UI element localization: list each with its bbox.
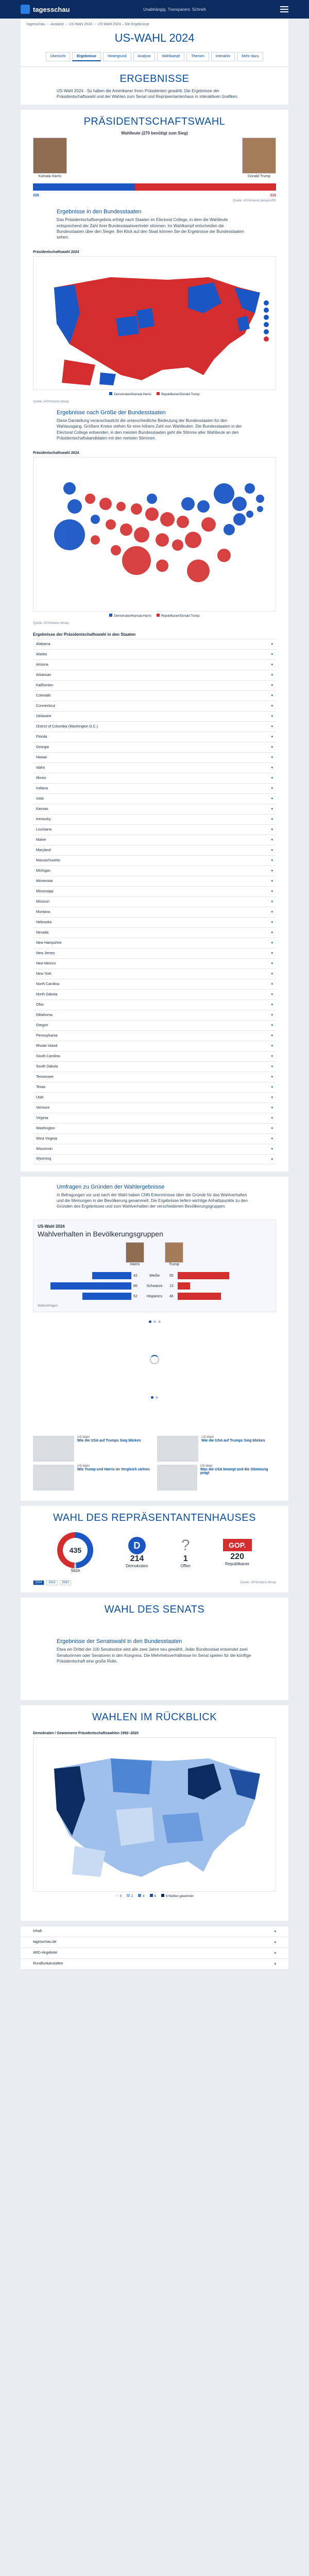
- chevron-down-icon: ▾: [271, 787, 273, 791]
- tab-analyse[interactable]: Analyse: [133, 52, 156, 61]
- trump-votes: 312: [270, 194, 276, 198]
- chevron-down-icon: ▾: [271, 694, 273, 698]
- harris-name: Kamala Harris: [38, 175, 62, 179]
- state-accordion-item[interactable]: [33, 1072, 276, 1082]
- open-label: Offen: [180, 1564, 191, 1569]
- chevron-down-icon: ▾: [271, 993, 273, 997]
- dem-label: Demokraten: [126, 1564, 148, 1569]
- row-right-val: 46: [169, 1294, 174, 1298]
- chevron-down-icon: ▾: [271, 1096, 273, 1100]
- chevron-down-icon: ▾: [271, 797, 273, 801]
- carousel-dots[interactable]: [21, 1317, 288, 1326]
- bubble-section-text: Diese Darstellung veranschaulicht die unterschiedliche Bedeutung der Bundesstaaten für den Wahlausgang. Größere Kreise stehen für eine höhere Zahl von Wahlleuten. Die Bundesstaaten in der Electoral College entsenden, in den meisten Bundesstaaten geht die Stimme aller Wahlleute an den Präsidentschaftskandidaten mit den meisten Stimmen.: [57, 418, 242, 440]
- chevron-down-icon: ▾: [271, 766, 273, 770]
- history-map[interactable]: [33, 1737, 276, 1892]
- state-accordion-item[interactable]: [33, 958, 276, 969]
- legend-dem: Demokraten/Kamala Harris: [114, 393, 151, 397]
- chevron-down-icon: ▾: [271, 1055, 273, 1059]
- states-section-title: Ergebnisse in den Bundesstaaten: [57, 209, 142, 215]
- chevron-down-icon: ▾: [271, 838, 273, 842]
- state-name: Illinois: [36, 776, 46, 780]
- state-list-title: Ergebnisse der Präsidentschaftswahl in den Staaten: [33, 632, 136, 637]
- state-name: District of Columbia (Washington D.C.): [36, 724, 98, 728]
- democrat-logo-icon: D: [128, 1537, 146, 1554]
- seat-total-label: Sitze: [71, 1568, 80, 1573]
- state-accordion-item[interactable]: [33, 1020, 276, 1030]
- state-name: Kentucky: [36, 817, 51, 821]
- row-right-val: 13: [169, 1284, 174, 1288]
- chevron-down-icon: ▾: [271, 879, 273, 884]
- state-accordion-item[interactable]: [33, 866, 276, 876]
- history-legend: [21, 1892, 288, 1900]
- col-right: Trump: [169, 1263, 179, 1267]
- row-left-val: 42: [133, 1274, 138, 1278]
- state-name: Pennsylvania: [36, 1033, 58, 1038]
- senate-section: [21, 1598, 288, 1700]
- tab-ergebnisse[interactable]: Ergebnisse: [72, 52, 101, 61]
- chevron-down-icon: ▾: [271, 1024, 273, 1028]
- state-name: Mississippi: [36, 889, 54, 893]
- harris-thumb: [126, 1242, 144, 1263]
- state-accordion-item[interactable]: [33, 1051, 276, 1061]
- state-name: New Hampshire: [36, 941, 62, 945]
- state-name: New York: [36, 972, 52, 976]
- chevron-down-icon: ▾: [271, 684, 273, 688]
- row-left-val: 52: [133, 1294, 138, 1298]
- source: Quelle: AP/Infratest dimap/ARD: [232, 199, 276, 203]
- state-accordion-item[interactable]: [33, 969, 276, 979]
- chevron-down-icon: ▾: [271, 952, 273, 956]
- question-icon: ?: [181, 1537, 190, 1554]
- chevron-down-icon: ▾: [271, 1106, 273, 1110]
- survey-section: [21, 1177, 288, 1501]
- state-accordion-item[interactable]: [33, 1061, 276, 1072]
- legend-dem: Demokraten/Kamala Harris: [114, 614, 151, 618]
- footer-item[interactable]: tagesschau.de ▾: [21, 1937, 288, 1947]
- state-accordion-item[interactable]: [33, 742, 276, 752]
- teaser-kicker: US-Wahl: [77, 1465, 90, 1468]
- electoral-vote-bar: [33, 183, 276, 191]
- state-name: Maine: [36, 838, 46, 842]
- state-accordion-item[interactable]: [33, 701, 276, 711]
- row-label: Weiße: [149, 1274, 160, 1278]
- state-name: North Dakota: [36, 992, 58, 996]
- state-name: South Dakota: [36, 1064, 58, 1069]
- chevron-down-icon: ▾: [271, 725, 273, 729]
- legend-item: 8 Wahlen gewonnen: [165, 1895, 194, 1898]
- open-seats: 1: [183, 1554, 188, 1564]
- state-accordion-item[interactable]: [33, 948, 276, 958]
- chevron-down-icon: ▾: [271, 859, 273, 863]
- chevron-down-icon: ▾: [271, 807, 273, 811]
- state-accordion-item[interactable]: [33, 659, 276, 670]
- us-map-graphic: [33, 257, 276, 389]
- teaser-image: [157, 1436, 198, 1462]
- chevron-down-icon: ▾: [271, 900, 273, 904]
- header-claim: Unabhängig. Transparent. Schnell.: [143, 7, 207, 12]
- state-accordion-item[interactable]: [33, 927, 276, 938]
- seat-total: 435: [63, 1538, 88, 1563]
- chevron-down-icon: ▾: [271, 663, 273, 667]
- state-name: Kansas: [36, 807, 48, 811]
- state-accordion-item[interactable]: [33, 752, 276, 762]
- chevron-down-icon: ▾: [271, 941, 273, 945]
- chevron-down-icon: ▾: [271, 704, 273, 708]
- state-accordion-item[interactable]: [33, 1041, 276, 1051]
- tab-interaktiv[interactable]: Interaktiv: [211, 52, 235, 61]
- state-accordion-item[interactable]: [33, 1030, 276, 1041]
- senate-title: WAHL DES SENATS: [104, 1604, 205, 1616]
- state-name: Tennessee: [36, 1075, 54, 1079]
- chevron-down-icon: ▾: [271, 890, 273, 894]
- vote-bar-dem: [33, 183, 135, 191]
- chevron-down-icon: ▾: [271, 735, 273, 739]
- teaser-title: Was die USA bewegt und die Stimmung prägt: [200, 1468, 268, 1476]
- teaser[interactable]: [157, 1465, 276, 1490]
- harris-portrait: [33, 138, 67, 174]
- state-accordion-item[interactable]: [33, 917, 276, 927]
- legend-item: 6: [154, 1895, 156, 1898]
- house-seats: [21, 1527, 288, 1578]
- chevron-down-icon: ▾: [271, 1044, 273, 1048]
- state-name: Delaware: [36, 714, 52, 718]
- state-name: Kalifornien: [36, 683, 54, 687]
- state-name: Maryland: [36, 848, 51, 852]
- president-section: [21, 110, 288, 1172]
- logo-icon: [21, 5, 30, 14]
- breadcrumb: tagesschau › Ausland › US-Wahl 2024 › US-Wahl 2024 – Die Ergebnisse: [27, 23, 149, 26]
- chevron-down-icon: ▾: [271, 1075, 273, 1079]
- tab-themen[interactable]: Themen: [186, 52, 209, 61]
- chevron-down-icon: ▾: [271, 972, 273, 976]
- teaser-title: Wie die USA auf Trumps Sieg blicken: [201, 1439, 265, 1443]
- state-name: Idaho: [36, 766, 45, 770]
- state-accordion-item[interactable]: [33, 670, 276, 680]
- president-subtitle: Wahlleute (270 benötigt zum Sieg): [121, 131, 188, 136]
- results-title: ERGEBNISSE: [119, 73, 190, 84]
- state-name: Texas: [36, 1085, 46, 1089]
- state-accordion-item[interactable]: [33, 814, 276, 824]
- loading-spinner-icon: [150, 1355, 159, 1364]
- state-accordion-item[interactable]: [33, 721, 276, 732]
- state-accordion-item[interactable]: [33, 732, 276, 742]
- state-accordion-item[interactable]: [33, 999, 276, 1010]
- tab-mehr[interactable]: Mehr dazu: [237, 52, 263, 61]
- carousel-dots-2[interactable]: [21, 1393, 288, 1402]
- survey-text: In Befragungen vor und nach der Wahl haben CNN Erkenntnisse über die Gründe für das Wahlverhalten und die Meinungen in der Bevölkerung gesammelt. Die Ergebnisse liefern wichtige Anhaltspunkte zu den Gründen des Ergebnisses und zum Wahlverhalten der verschiedenen Bevölkerungsgruppen.: [57, 1192, 248, 1209]
- state-name: North Carolina: [36, 982, 60, 986]
- president-title: PRÄSIDENTSCHAFTSWAHL: [83, 116, 226, 128]
- chevron-down-icon: ▾: [271, 921, 273, 925]
- state-name: Nebraska: [36, 920, 52, 924]
- legend-rep: Republikaner/Donald Trump: [161, 614, 200, 618]
- state-name: Rhode Island: [36, 1044, 58, 1048]
- chevron-down-icon: ▾: [271, 931, 273, 935]
- candidates: [21, 135, 288, 180]
- state-accordion-item[interactable]: [33, 835, 276, 845]
- state-name: Virginia: [36, 1116, 48, 1120]
- teaser-title: Wie Trump und Harris im Vergleich stehen: [77, 1468, 150, 1472]
- row-label: Schwarze: [146, 1284, 163, 1288]
- teaser-image: [33, 1465, 74, 1490]
- rep-seats: 220: [230, 1552, 244, 1562]
- house-title: WAHL DES REPRÄSENTANTENHAUSES: [53, 1512, 256, 1524]
- chevron-down-icon: ▾: [271, 849, 273, 853]
- breadcrumb-item[interactable]: US-Wahl 2024: [68, 23, 93, 26]
- state-accordion-item[interactable]: [33, 793, 276, 804]
- us-result-map[interactable]: [33, 256, 276, 390]
- state-accordion-item[interactable]: [33, 938, 276, 948]
- state-accordion-item[interactable]: [33, 690, 276, 701]
- state-accordion-item[interactable]: [33, 711, 276, 721]
- legend-item: 2: [131, 1895, 133, 1898]
- rep-label: Republikaner: [225, 1562, 250, 1567]
- state-accordion-item[interactable]: [33, 1123, 276, 1133]
- state-accordion-item[interactable]: [33, 989, 276, 999]
- chevron-down-icon: ▾: [271, 1086, 273, 1090]
- chevron-down-icon: ▾: [271, 1127, 273, 1131]
- chevron-down-icon: ▾: [271, 1157, 273, 1161]
- chevron-down-icon: ▾: [271, 910, 273, 914]
- history-section: [21, 1705, 288, 1921]
- chevron-down-icon: ▾: [271, 715, 273, 719]
- chevron-down-icon: ▾: [271, 1003, 273, 1007]
- card-source: Wahlumfragen: [38, 1304, 58, 1308]
- state-name: Nevada: [36, 930, 49, 935]
- chevron-down-icon: ▾: [271, 982, 273, 987]
- teaser-row: [33, 1436, 276, 1462]
- state-name: Michigan: [36, 869, 51, 873]
- state-name: South Carolina: [36, 1054, 60, 1058]
- state-name: New Jersey: [36, 951, 55, 955]
- state-accordion-item[interactable]: [33, 886, 276, 896]
- state-name: Massachusetts: [36, 858, 60, 862]
- teaser-image: [157, 1465, 197, 1490]
- state-name: Arkansas: [36, 673, 52, 677]
- row-left-val: 86: [133, 1284, 138, 1288]
- state-accordion-item[interactable]: [33, 896, 276, 907]
- state-name: Utah: [36, 1095, 44, 1099]
- state-accordion-item[interactable]: [33, 907, 276, 917]
- seat-donut: [57, 1532, 93, 1568]
- state-name: Ohio: [36, 1003, 44, 1007]
- survey-title: Umfragen zu Gründen der Wahlergebnisse: [57, 1183, 165, 1190]
- chevron-down-icon: ▾: [271, 1034, 273, 1038]
- tab-wahlkampf[interactable]: Wahlkampf: [157, 52, 184, 61]
- chevron-down-icon: ▾: [271, 642, 273, 647]
- teaser-kicker: US-Wahl: [201, 1436, 214, 1439]
- bubble-caption: Präsidentschaftswahl 2024: [33, 451, 79, 455]
- breadcrumb-item: US-Wahl 2024 – Die Ergebnisse: [97, 23, 149, 26]
- state-name: Wyoming: [36, 1157, 52, 1161]
- col-left: Harris: [130, 1263, 140, 1267]
- page-content: [21, 19, 288, 105]
- row-label: Hispanics: [146, 1294, 163, 1298]
- state-accordion-item[interactable]: [33, 1133, 276, 1144]
- legend-rep: Republikaner/Donald Trump: [161, 393, 200, 397]
- chevron-down-icon: ▾: [271, 1137, 273, 1141]
- vote-bar-labels: [21, 194, 288, 197]
- state-accordion-item[interactable]: [33, 876, 276, 886]
- state-name: Colorado: [36, 693, 51, 698]
- teaser-kicker: US-Wahl: [77, 1436, 90, 1439]
- card-title: Wahlverhalten in Bevölkerungsgruppen: [38, 1230, 163, 1239]
- house-section: [21, 1506, 288, 1592]
- state-accordion-item[interactable]: [33, 855, 276, 866]
- state-accordion-item[interactable]: [33, 639, 276, 649]
- state-accordion-item[interactable]: [33, 1103, 276, 1113]
- harris-votes: 226: [33, 194, 39, 198]
- state-accordion-item[interactable]: [33, 804, 276, 814]
- senate-section-title: Ergebnisse der Senatswahl in den Bundesstaaten: [57, 1638, 182, 1645]
- breadcrumb-item[interactable]: Ausland: [50, 23, 64, 26]
- state-name: Connecticut: [36, 704, 55, 708]
- bubble-map[interactable]: [33, 457, 276, 612]
- tab-bar: [21, 49, 288, 67]
- year-pager: [21, 1578, 83, 1587]
- chevron-down-icon: ▾: [271, 828, 273, 832]
- state-name: Vermont: [36, 1106, 50, 1110]
- state-accordion-item[interactable]: [33, 773, 276, 783]
- legend-item: 4: [143, 1895, 145, 1898]
- teaser-image: [33, 1436, 74, 1462]
- state-name: Arizona: [36, 663, 48, 667]
- tagesschau-logo[interactable]: tagesschau: [21, 5, 70, 14]
- state-accordion-item[interactable]: [33, 979, 276, 989]
- state-name: Oregon: [36, 1023, 48, 1027]
- breadcrumb-item[interactable]: tagesschau: [27, 23, 45, 26]
- state-name: Missouri: [36, 900, 50, 904]
- state-accordion-item[interactable]: [33, 1092, 276, 1103]
- senate-section-text: Etwa ein Drittel der 100 Senatssitze wird alle zwei Jahre neu gewählt. Jeder Bundesstaat entsendet zwei Senatorinnen oder Senatoren in den Kongress. Die Mehrheitsverhältnisse im Senat spielen für die künftige Präsidentschaft eine große Rolle.: [57, 1647, 251, 1664]
- state-accordion-item[interactable]: [33, 845, 276, 855]
- teaser[interactable]: [157, 1436, 276, 1462]
- teaser-row: [33, 1465, 276, 1490]
- state-accordion-item[interactable]: [33, 824, 276, 835]
- footer-item[interactable]: Rundfunkanstalten ▾: [21, 1958, 288, 1969]
- state-name: Louisiana: [36, 827, 52, 832]
- chevron-down-icon: ▾: [271, 1013, 273, 1018]
- state-name: Georgia: [36, 745, 49, 749]
- map-legend: [21, 390, 288, 398]
- chevron-down-icon: ▾: [271, 653, 273, 657]
- state-name: Alaska: [36, 652, 47, 656]
- teaser-title: Wie die USA auf Trumps Sieg blicken: [77, 1439, 141, 1443]
- state-name: Oklahoma: [36, 1013, 53, 1017]
- state-accordion-item[interactable]: [33, 1082, 276, 1092]
- chevron-down-icon: ▾: [271, 962, 273, 966]
- state-name: Washington: [36, 1126, 55, 1130]
- trump-name: Donald Trump: [248, 175, 270, 179]
- bubble-legend: [21, 612, 288, 620]
- chevron-down-icon: ▾: [271, 869, 273, 873]
- bubble-source: Quelle: AP/Infratest dimap: [33, 621, 69, 625]
- chevron-down-icon: ▾: [271, 1147, 273, 1151]
- small-state-markers[interactable]: [264, 300, 269, 334]
- trump-portrait: [242, 138, 276, 174]
- page-title: US-WAHL 2024: [114, 31, 195, 44]
- state-accordion-item[interactable]: [33, 783, 276, 793]
- state-name: Hawaii: [36, 755, 47, 759]
- candidate-harris: [33, 138, 67, 178]
- pager-item[interactable]: 2024: [33, 1580, 44, 1585]
- trump-thumb: [165, 1242, 183, 1263]
- footer-item[interactable]: Inhalt ▾: [21, 1926, 288, 1937]
- top-bar: [0, 0, 309, 19]
- state-name: West Virginia: [36, 1137, 57, 1141]
- state-accordion-item[interactable]: [33, 1144, 276, 1154]
- legend-item: 0: [119, 1895, 122, 1898]
- row-right-val: 55: [169, 1274, 174, 1278]
- state-accordion: [21, 639, 288, 1164]
- tab-uebersicht[interactable]: Übersicht: [46, 52, 71, 61]
- teaser-kicker: US-Wahl: [200, 1465, 213, 1468]
- pager-item[interactable]: 2020: [60, 1580, 71, 1585]
- results-intro: US-Wahl 2024 - So haben die Amerikaner ihren Präsidenten gewählt. Die Ergebnisse der Präsidentschaftswahl und der Wahlen zum Senat und Repräsentantenhaus in interaktiven Grafiken.: [57, 89, 238, 99]
- states-section-text: Das Präsidentschaftsergebnis erfolgt nach Staaten im Electoral College, in dem die Wahlleute entsprechend der Zahl ihrer Bundesstaatsvertreter stimmen. Im Wahlkampf entscheiden die Bundesstaaten über den Sieger. Bei Klick auf den Staat können Sie die Ergebnisse der Bundesstaaten sehen.: [57, 217, 244, 240]
- teaser[interactable]: [33, 1465, 152, 1490]
- bubble-section-title: Ergebnisse nach Größe der Bundesstaaten: [57, 410, 166, 416]
- state-name: Wisconsin: [36, 1147, 53, 1151]
- tab-hintergrund[interactable]: Hintergrund: [103, 52, 131, 61]
- state-name: Minnesota: [36, 879, 53, 883]
- vote-bar-rep: [135, 183, 276, 191]
- survey-card[interactable]: [33, 1219, 276, 1312]
- state-accordion-item[interactable]: [33, 1010, 276, 1020]
- gop-logo-icon: GOP.: [223, 1539, 252, 1551]
- chevron-down-icon: ▾: [271, 1116, 273, 1121]
- chevron-down-icon: ▾: [271, 818, 273, 822]
- state-name: Indiana: [36, 786, 48, 790]
- state-name: Iowa: [36, 796, 44, 801]
- card-kicker: US-Wahl 2024: [38, 1224, 65, 1229]
- bubble-map-graphic: [33, 457, 276, 611]
- history-title: WAHLEN IM RÜCKBLICK: [92, 1711, 217, 1723]
- state-accordion-item[interactable]: [33, 649, 276, 659]
- state-name: New Mexico: [36, 961, 56, 965]
- state-name: Florida: [36, 735, 47, 739]
- state-name: Montana: [36, 910, 50, 914]
- state-accordion-item[interactable]: [33, 1113, 276, 1123]
- state-accordion-item[interactable]: [33, 1154, 276, 1164]
- pager-item[interactable]: 2022: [46, 1580, 58, 1585]
- chevron-down-icon: ▾: [271, 756, 273, 760]
- state-accordion-item[interactable]: [33, 762, 276, 773]
- chevron-down-icon: ▾: [271, 745, 273, 750]
- chevron-down-icon: ▾: [271, 776, 273, 781]
- state-name: Alabama: [36, 642, 50, 646]
- chevron-down-icon: ▾: [271, 1065, 273, 1069]
- footer: [21, 1926, 288, 1969]
- teaser[interactable]: [33, 1436, 152, 1462]
- state-accordion-item[interactable]: [33, 680, 276, 690]
- footer-item[interactable]: ARD-Angebote ▾: [21, 1947, 288, 1958]
- map-source: Quelle: AP/Infratest dimap: [33, 400, 69, 404]
- hamburger-icon[interactable]: [280, 6, 288, 12]
- dem-seats: 214: [130, 1554, 144, 1564]
- history-caption: Demokraten / Gewonnene Präsidentschaftswahlen 1992–2020: [33, 1732, 139, 1735]
- chevron-down-icon: ▾: [271, 673, 273, 677]
- candidate-trump: [242, 138, 276, 178]
- map-caption: Präsidentschaftswahl 2024: [33, 250, 79, 255]
- history-map-graphic: [33, 1738, 276, 1891]
- house-source: Quelle: AP/Infratest dimap: [240, 1581, 276, 1585]
